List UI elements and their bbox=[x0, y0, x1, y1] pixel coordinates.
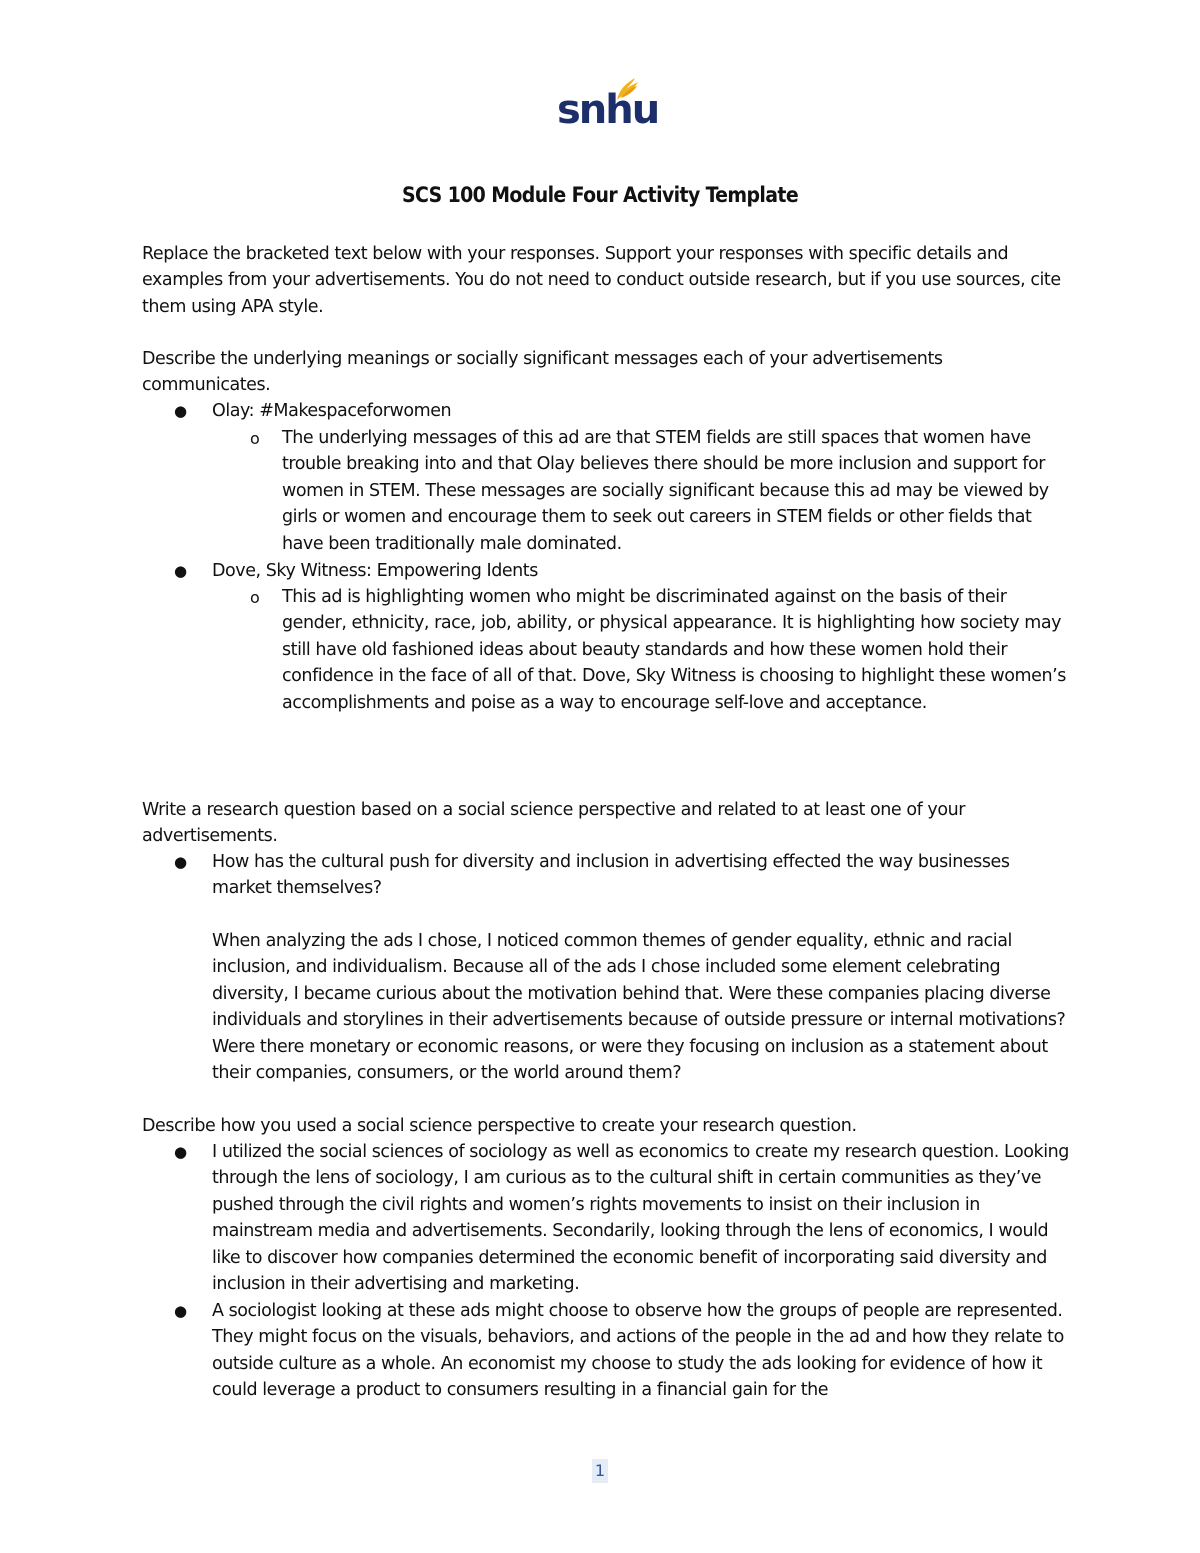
section1-item-1-detail: The underlying messages of this ad are that STEM fields are still spaces that women have trouble breaking into and that Olay believes there should be more inclusion and support for women in STEM. These messages are socially significant because this ad may be viewed by girls or women and encourage them to seek out careers in STEM fields or other fields that have been traditionally male dominated. bbox=[282, 428, 1049, 554]
page-title: SCS 100 Module Four Activity Template bbox=[401, 183, 799, 207]
bullet-icon: ● bbox=[174, 562, 188, 580]
bullet-icon: ● bbox=[174, 853, 188, 871]
circle-bullet-icon: o bbox=[250, 588, 260, 607]
research-explanation: When analyzing the ads I chose, I noticed common themes of gender equality, ethnic and racial inclusion, and individualism. Because all of the ads I chose included some element celebrating diversity, I became curious about the motivation behind that. Were these companies placing diverse individuals and storylines in their advertisements because of outside pressure or internal motivations? Were there monetary or economic reasons, or were they focusing on inclusion as a statement about their companies, consumers, or the world around them? bbox=[212, 931, 1066, 1084]
logo-wordmark: snhu bbox=[557, 87, 659, 133]
bullet-icon: ● bbox=[174, 1143, 188, 1161]
section1-prompt: Describe the underlying meanings or socially significant messages each of your advertisements communicates. bbox=[142, 349, 943, 396]
research-question: How has the cultural push for diversity and inclusion in advertising effected the way businesses market themselves? bbox=[212, 852, 1010, 899]
section1-item-2-label: Dove, Sky Witness: Empowering Idents bbox=[212, 561, 538, 581]
section1-item-2-detail: This ad is highlighting women who might be discriminated against on the basis of their gender, ethnicity, race, job, ability, or physical appearance. It is highlighting how society may still have old fashioned ideas about beauty standards and how these women hold their confidence in the face of all of that. Dove, Sky Witness is choosing to highlight these women’s accomplishments and poise as a way to encourage self-love and acceptance. bbox=[282, 587, 1066, 713]
circle-bullet-icon: o bbox=[250, 429, 260, 448]
snhu-logo bbox=[553, 74, 659, 134]
bullet-icon: ● bbox=[174, 1302, 188, 1320]
section2-prompt: Write a research question based on a social science perspective and related to at least one of your advertisements. bbox=[142, 800, 965, 847]
section3-prompt: Describe how you used a social science perspective to create your research question. bbox=[142, 1116, 857, 1136]
bullet-icon: ● bbox=[174, 402, 188, 420]
page-number: 1 bbox=[592, 1459, 608, 1483]
intro-paragraph: Replace the bracketed text below with your responses. Support your responses with specific details and examples from your advertisements. You do not need to conduct outside research, but if you use sources, cite them using APA style. bbox=[142, 244, 1061, 317]
section3-item-1: I utilized the social sciences of sociology as well as economics to create my research question. Looking through the lens of sociology, I am curious as to the cultural shift in certain communities as they’ve pushed through the civil rights and women’s rights movements to insist on their inclusion in mainstream media and advertisements. Secondarily, looking through the lens of economics, I would like to discover how companies determined the economic benefit of incorporating said diversity and inclusion in their advertising and marketing. bbox=[212, 1142, 1069, 1295]
section1-item-1-label: Olay: #Makespaceforwomen bbox=[212, 401, 452, 421]
section3-item-2: A sociologist looking at these ads might choose to observe how the groups of people are represented. They might focus on the visuals, behaviors, and actions of the people in the ad and how they relate to outside culture as a whole. An economist my choose to study the ads looking for evidence of how it could leverage a product to consumers resulting in a financial gain for the bbox=[212, 1301, 1064, 1401]
